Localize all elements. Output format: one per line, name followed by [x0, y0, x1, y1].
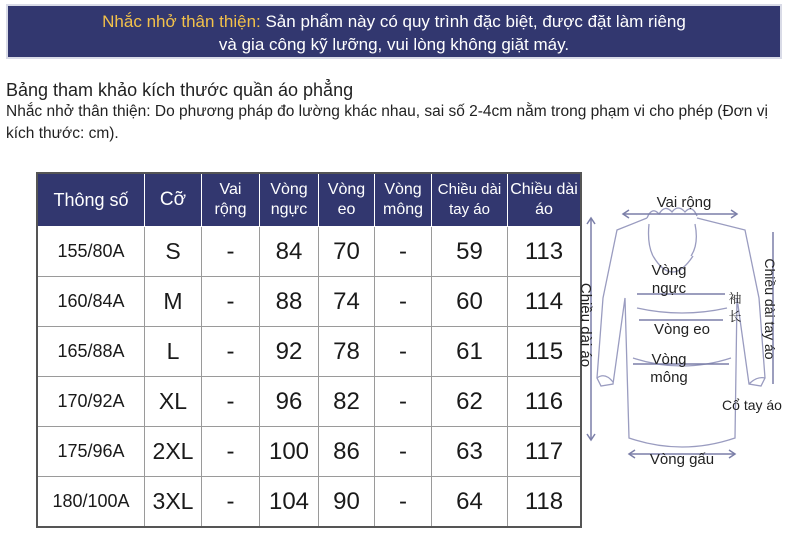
header-chest: Vòng ngực [260, 173, 319, 227]
cell-size: L [145, 327, 202, 377]
banner-line-2: và gia công kỹ lưỡng, vui lòng không giặt máy. [218, 35, 570, 54]
cell-size: M [145, 277, 202, 327]
cell-chest: 92 [260, 327, 319, 377]
cell-hip: - [375, 477, 432, 528]
cell-sleeve-length: 59 [432, 227, 508, 277]
cell-sleeve-length: 60 [432, 277, 508, 327]
cell-length: 113 [508, 227, 582, 277]
table-row [37, 477, 581, 528]
label-hem: Vòng gấu [649, 451, 715, 468]
label-sleeve-cjk: 袖长 [728, 291, 742, 324]
header-size: Cỡ [145, 173, 202, 227]
cell-spec: 165/88A [37, 327, 145, 377]
cell-spec: 175/96A [37, 427, 145, 477]
cell-chest: 100 [260, 427, 319, 477]
banner-line-1-text: Sản phẩm này có quy trình đặc biệt, được đặt làm riêng [260, 12, 686, 31]
label-waist: Vòng eo [654, 321, 710, 338]
cell-hip: - [375, 327, 432, 377]
table-header-row [37, 173, 581, 227]
cell-spec: 180/100A [37, 477, 145, 528]
cell-sleeve-length: 62 [432, 377, 508, 427]
label-sleeve: Chiều dài tay áo [762, 258, 778, 360]
table-row [37, 227, 581, 277]
cell-waist: 90 [319, 477, 375, 528]
header-length: Chiều dài áo [508, 173, 582, 227]
cell-waist: 86 [319, 427, 375, 477]
cell-size: 2XL [145, 427, 202, 477]
cell-shoulder: - [202, 227, 260, 277]
header-shoulder: Vai rộng [202, 173, 260, 227]
cell-length: 116 [508, 377, 582, 427]
cell-size: S [145, 227, 202, 277]
cell-chest: 88 [260, 277, 319, 327]
cell-sleeve-length: 63 [432, 427, 508, 477]
cell-shoulder: - [202, 377, 260, 427]
cell-size: 3XL [145, 477, 202, 528]
notice-banner [6, 4, 782, 59]
label-hip: Vòng mông [650, 351, 688, 386]
label-cuff: Cổ tay áo [722, 397, 782, 413]
size-table [36, 172, 582, 528]
cell-spec: 160/84A [37, 277, 145, 327]
cell-waist: 70 [319, 227, 375, 277]
cell-spec: 170/92A [37, 377, 145, 427]
label-shoulder: Vai rộng [656, 194, 712, 211]
table-row [37, 427, 581, 477]
label-length: Chiều dài áo [577, 282, 594, 368]
cell-shoulder: - [202, 277, 260, 327]
cell-hip: - [375, 277, 432, 327]
page-title: Bảng tham khảo kích thước quần áo phẳng [6, 80, 354, 100]
table-row [37, 277, 581, 327]
cell-shoulder: - [202, 427, 260, 477]
cell-size: XL [145, 377, 202, 427]
header-waist: Vòng eo [319, 173, 375, 227]
cell-length: 118 [508, 477, 582, 528]
banner-area [0, 0, 790, 66]
header-sleeve-length: Chiều dài tay áo [432, 173, 508, 227]
cell-chest: 96 [260, 377, 319, 427]
cell-chest: 104 [260, 477, 319, 528]
table-row [37, 377, 581, 427]
cell-hip: - [375, 427, 432, 477]
cell-sleeve-length: 64 [432, 477, 508, 528]
garment-diagram [577, 178, 787, 478]
table-row [37, 327, 581, 377]
cell-shoulder: - [202, 327, 260, 377]
cell-waist: 78 [319, 327, 375, 377]
header-spec: Thông số [37, 173, 145, 227]
cell-spec: 155/80A [37, 227, 145, 277]
header-hip: Vòng mông [375, 173, 432, 227]
cell-length: 115 [508, 327, 582, 377]
cell-hip: - [375, 377, 432, 427]
cell-shoulder: - [202, 477, 260, 528]
cell-length: 114 [508, 277, 582, 327]
cell-hip: - [375, 227, 432, 277]
cell-sleeve-length: 61 [432, 327, 508, 377]
banner-highlight: Nhắc nhở thân thiện: [102, 12, 261, 31]
label-chest: Vòng ngực [651, 262, 687, 297]
cell-waist: 82 [319, 377, 375, 427]
measurement-note: Nhắc nhở thân thiện: Do phương pháp đo lường khác nhau, sai số 2-4cm nằm trong phạm vi cho phép (Đơn vị kích thước: cm). [6, 103, 768, 142]
cell-length: 117 [508, 427, 582, 477]
banner-line-1 [8, 10, 780, 33]
cell-chest: 84 [260, 227, 319, 277]
cell-waist: 74 [319, 277, 375, 327]
